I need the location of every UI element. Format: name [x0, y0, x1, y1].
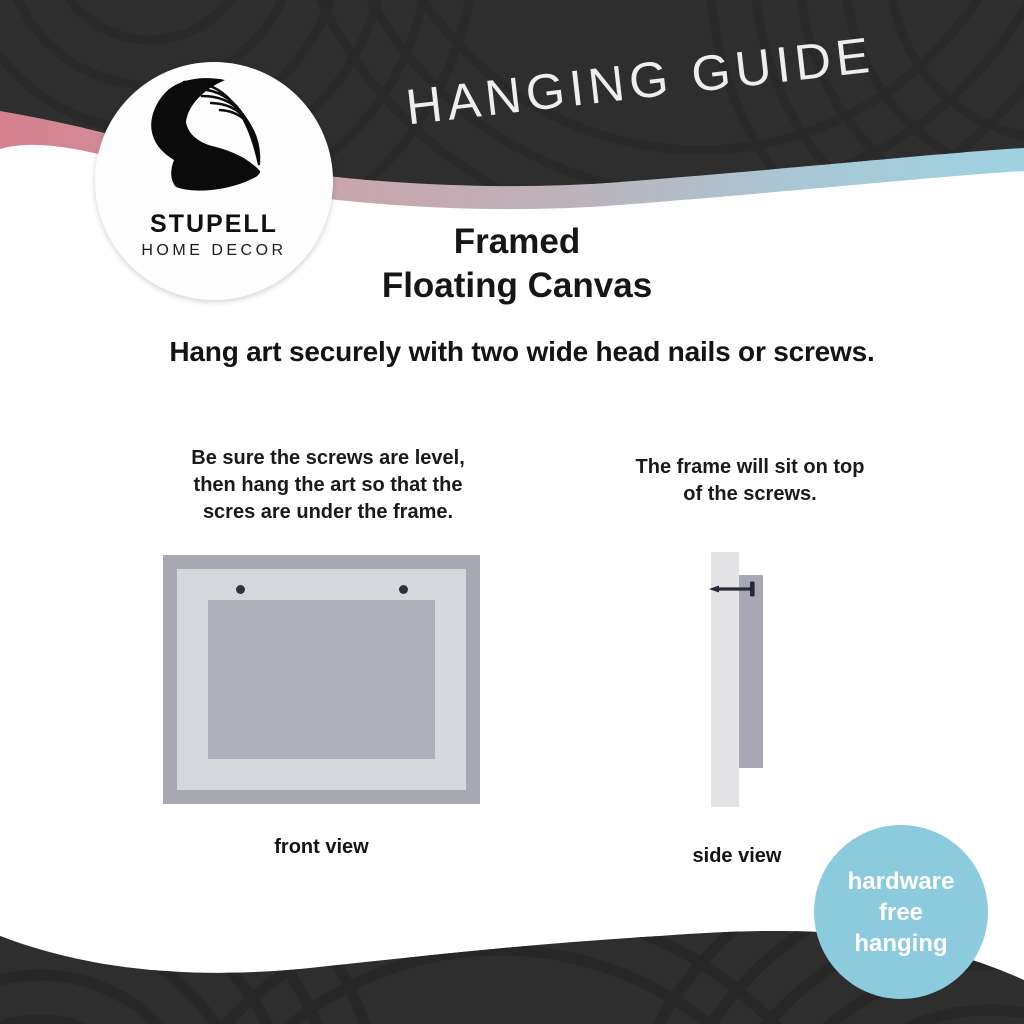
badge-line3: hanging [854, 929, 948, 957]
brand-tagline: HOME DECOR [141, 242, 287, 259]
frame-canvas [208, 600, 435, 759]
badge-line2: free [878, 898, 924, 926]
screw-dot-left [236, 585, 245, 594]
brand-name: STUPELL [150, 210, 278, 238]
badge-line1: hardware [847, 867, 955, 895]
hardware-free-badge [814, 825, 988, 999]
frame-mat [177, 569, 466, 790]
side-view-note [600, 454, 900, 508]
product-title-line2: Floating Canvas [381, 266, 653, 305]
front-view-caption: front view [274, 836, 369, 858]
instruction-text: Hang art securely with two wide head nails or screws. [169, 336, 875, 367]
front-note-line2: then hang the art so that the [193, 474, 463, 496]
screw-dot-right [399, 585, 408, 594]
front-note-line3: scres are under the frame. [202, 501, 454, 523]
side-view-caption: side view [692, 845, 782, 867]
front-note-line1: Be sure the screws are level, [191, 447, 465, 469]
side-note-line1: The frame will sit on top [635, 456, 865, 478]
product-title-line1: Framed [453, 222, 581, 261]
side-view-canvas-bar [739, 575, 763, 768]
front-view-note [163, 445, 493, 526]
side-note-line2: of the screws. [683, 483, 817, 505]
product-title [37, 220, 997, 308]
nail-icon [709, 580, 757, 598]
front-view-diagram [163, 555, 480, 804]
page-title: HANGING GUIDE [403, 26, 877, 136]
stupell-s-swoosh-icon [150, 78, 262, 194]
